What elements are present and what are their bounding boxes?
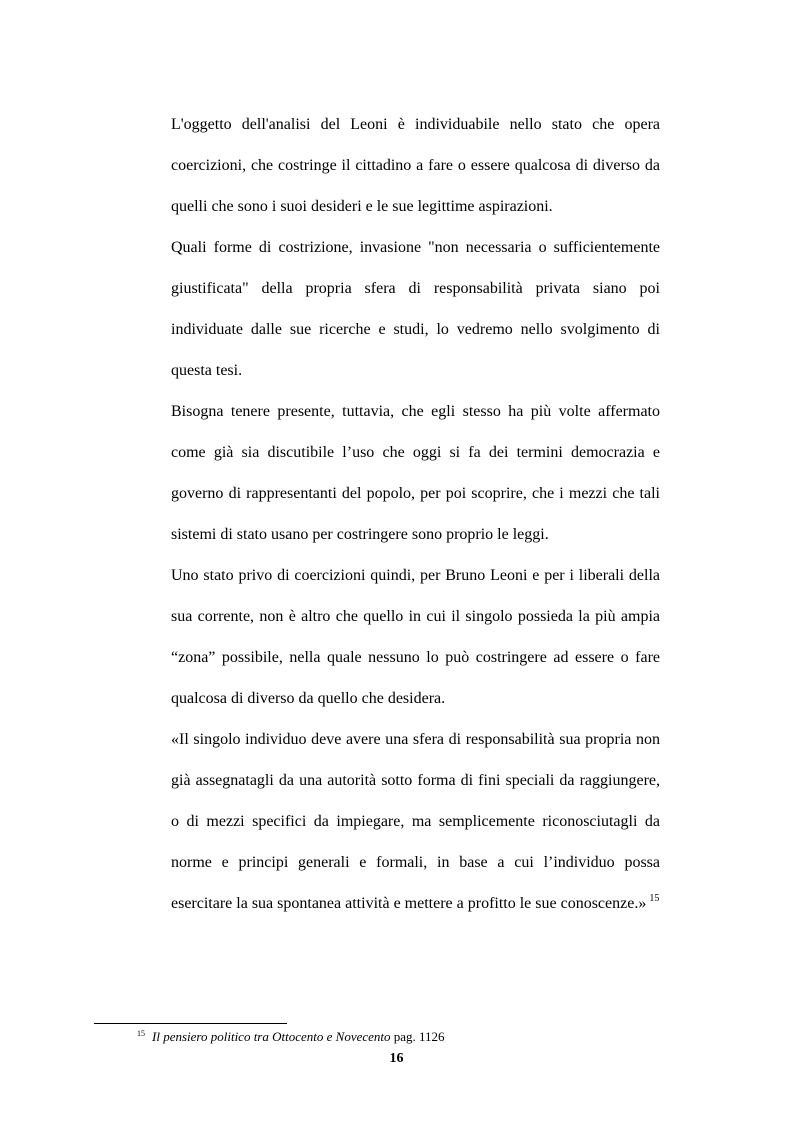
paragraph-4: Uno stato privo di coercizioni quindi, per Bruno Leoni e per i liberali della sua corrente, non è altro che quello in cui il singolo possieda la più ampia “zona” possibile, nella quale nessuno lo può costringere ad essere o fare qualcosa di diverso da quello che desidera. [171, 567, 660, 707]
footnote-title: Il pensiero politico tra Ottocento e Novecento [152, 1029, 391, 1044]
paragraph-2: Quali forme di costrizione, invasione "non necessaria o sufficientemente giustificata" della propria sfera di responsabilità privata siano poi individuate dalle sue ricerche e studi, lo vedremo nello svolgimento di questa tesi. [171, 239, 660, 379]
paragraph-3: Bisogna tenere presente, tuttavia, che egli stesso ha più volte affermato come già sia discutibile l’uso che oggi si fa dei termini democrazia e governo di rappresentanti del popolo, per poi scoprire, che i mezzi che tali sistemi di stato usano per costringere sono proprio le leggi. [171, 403, 660, 543]
footnote-reference: 15 [649, 893, 660, 904]
quote-text: «Il singolo individuo deve avere una sfera di responsabilità sua propria non già assegnatagli da una autorità sotto forma di fini speciali da raggiungere, o di mezzi specifici da impiegare, ma semplicemente riconosciutagli da norme e principi generali e formali, in base a cui l’individuo possa esercitare la sua spontanea attività e mettere a profitto le sue conoscenze.» [171, 731, 660, 912]
footnote-page-ref: pag. 1126 [393, 1029, 445, 1044]
footnote [137, 1029, 445, 1045]
footnote-number: 15 [137, 1029, 145, 1038]
footnote-separator [94, 1023, 287, 1024]
paragraph-1: L'oggetto dell'analisi del Leoni è individuabile nello stato che opera coercizioni, che costringe il cittadino a fare o essere qualcosa di diverso da quelli che sono i suoi desideri e le sue legittime aspirazioni. [171, 116, 660, 215]
quote-paragraph [171, 719, 660, 924]
main-text [171, 104, 660, 924]
page-number: 16 [389, 1051, 404, 1066]
